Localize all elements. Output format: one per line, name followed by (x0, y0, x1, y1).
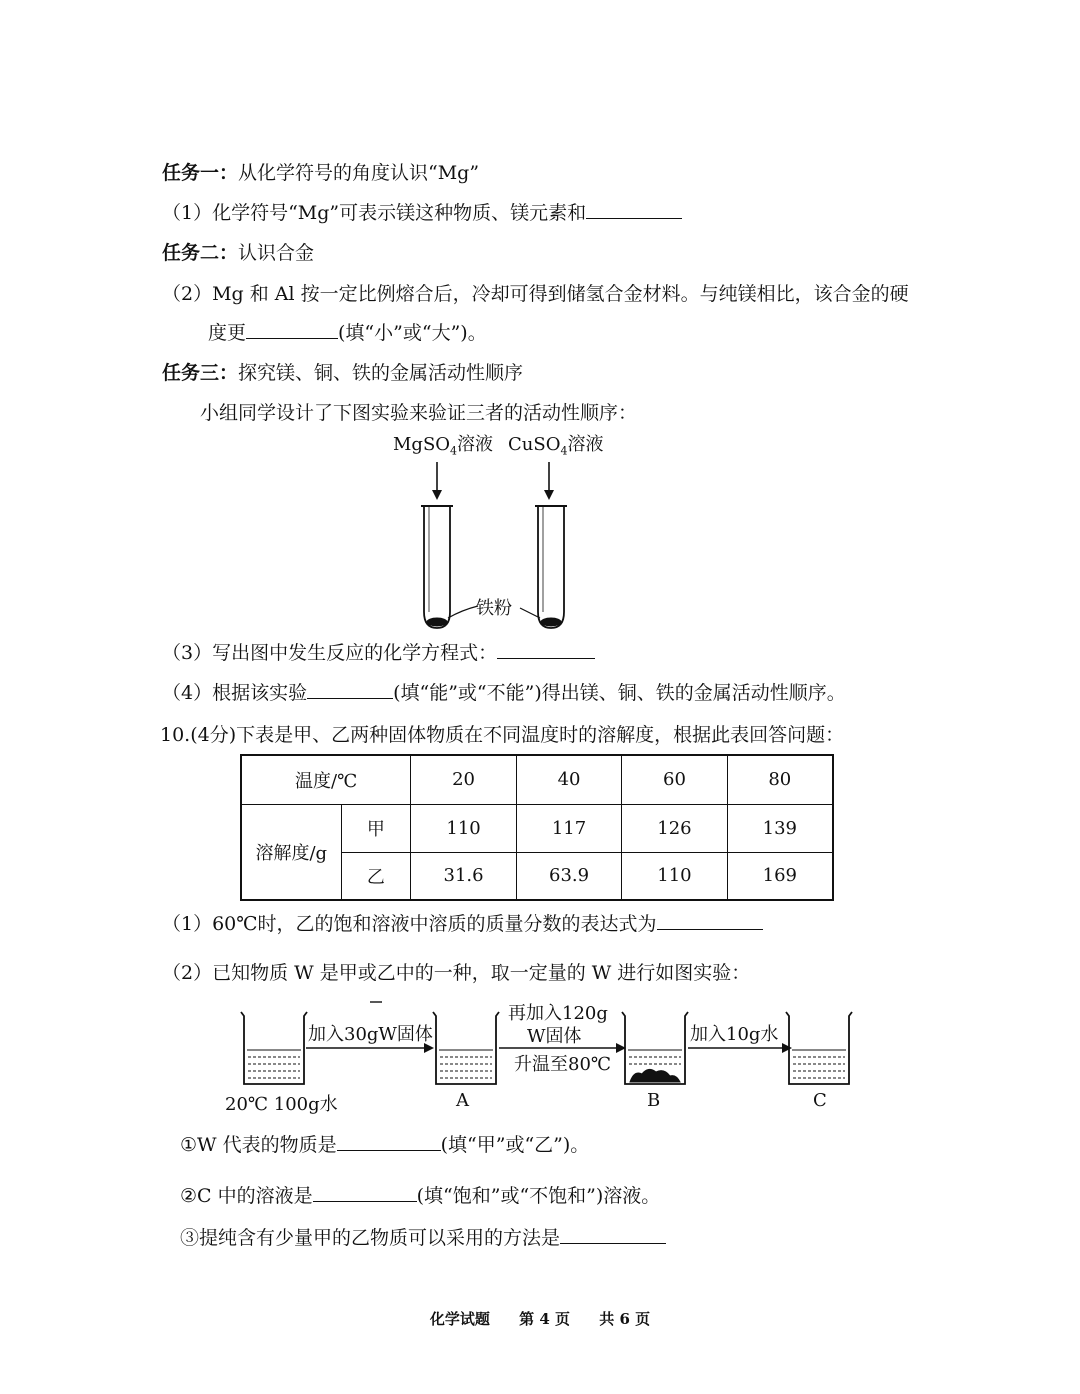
temp-cell: 60 (622, 755, 727, 804)
task2-q2-line1: （2）Mg 和 Al 按一定比例熔合后，冷却可得到储氢合金材料。与纯镁相比，该合金的硬 (162, 283, 909, 305)
task1-title: 从化学符号的角度认识“Mg” (238, 162, 480, 184)
arrow-head-right (544, 490, 554, 500)
step2-label-line3: 升温至80℃ (514, 1054, 612, 1075)
iron-pointer-left (448, 606, 478, 618)
table-cell: 117 (516, 804, 621, 852)
iron-powder-left (427, 618, 447, 626)
page-footer (0, 1308, 1080, 1329)
table-row (241, 755, 833, 804)
task3-q4 (162, 680, 846, 706)
test-tube-left (424, 507, 450, 628)
task2-q2-pre: 度更 (208, 322, 247, 344)
substance-name: 甲 (341, 804, 411, 852)
q10-sub2-pre: ②C 中的溶液是 (180, 1185, 313, 1207)
arrow-head-left (432, 490, 442, 500)
footer-subject: 化学试题 (429, 1310, 490, 1328)
iron-powder-label: 铁粉 (476, 598, 512, 619)
step2-label-line1: 再加入120g (508, 1003, 608, 1024)
task3-q3-text: （3）写出图中发生反应的化学方程式： (162, 642, 498, 664)
beaker-start (241, 1012, 307, 1084)
q10-q1 (162, 911, 763, 937)
q10-q1-text: （1）60℃时，乙的饱和溶液中溶质的质量分数的表达式为 (162, 913, 657, 935)
table-cell: 110 (622, 852, 727, 900)
beaker-c-label: C (813, 1090, 827, 1111)
answer-blank[interactable] (497, 640, 595, 659)
table-cell: 110 (411, 804, 516, 852)
beaker-a-label: A (456, 1090, 469, 1111)
temp-cell: 80 (727, 755, 833, 804)
step2-label-line2: W固体 (527, 1026, 582, 1047)
answer-blank[interactable] (337, 1132, 441, 1151)
task3-intro: 小组同学设计了下图实验来验证三者的活动性顺序： (200, 402, 638, 424)
q10-sub1-post: (填“甲”或“乙”)。 (440, 1134, 590, 1156)
table-cell: 63.9 (516, 852, 621, 900)
footer-total: 共 6 页 (599, 1310, 651, 1328)
task3-heading: 任务三： (162, 362, 239, 384)
table-row (241, 804, 833, 852)
task3-q3 (162, 640, 595, 666)
table-cell: 31.6 (411, 852, 516, 900)
undissolved-solid (630, 1069, 680, 1082)
q10-sub2-post: (填“饱和”或“不饱和”)溶液。 (416, 1185, 661, 1207)
task3-q4-pre: （4）根据该实验 (162, 682, 308, 704)
start-beaker-label: 20℃ 100g水 (225, 1094, 338, 1115)
beaker-c (786, 1012, 852, 1084)
beaker-b-label: B (647, 1090, 661, 1111)
answer-blank[interactable] (313, 1183, 417, 1202)
beaker-b (622, 1012, 688, 1084)
cuso4-label-post: 溶液 (567, 434, 604, 455)
test-tube-right (538, 507, 564, 628)
task3-title: 探究镁、铜、铁的金属活动性顺序 (238, 362, 524, 384)
answer-blank[interactable] (560, 1225, 666, 1244)
task1-q1-text: （1）化学符号“Mg”可表示镁这种物质、镁元素和 (162, 202, 587, 224)
q10-sub2 (180, 1183, 660, 1209)
task2-title: 认识合金 (238, 242, 315, 264)
cuso4-label-sub: 4 (560, 444, 568, 458)
table-cell: 139 (727, 804, 833, 852)
iron-powder-right (541, 618, 561, 626)
q10-sub1 (180, 1132, 589, 1158)
substance-name: 乙 (341, 852, 411, 900)
q10-sub1-pre: ①W 代表的物质是 (180, 1134, 337, 1156)
table-cell: 169 (727, 852, 833, 900)
solubility-table (240, 754, 834, 901)
beaker-a (433, 1012, 499, 1084)
q10-sub3-text: ③提纯含有少量甲的乙物质可以采用的方法是 (180, 1227, 561, 1249)
q10-intro: 10.(4分)下表是甲、乙两种固体物质在不同温度时的溶解度，根据此表回答问题： (160, 724, 845, 746)
mgso4-label-post: 溶液 (457, 434, 494, 455)
step3-label: 加入10g水 (690, 1024, 779, 1045)
step1-label: 加入30gW固体 (308, 1024, 433, 1045)
iron-pointer-right (520, 608, 540, 618)
mgso4-label-pre: MgSO (393, 434, 451, 455)
cuso4-label-pre: CuSO (508, 434, 561, 455)
q10-sub3 (180, 1225, 666, 1251)
table-cell: 126 (622, 804, 727, 852)
answer-blank[interactable] (657, 911, 763, 930)
task3-q4-post: (填“能”或“不能”)得出镁、铜、铁的金属活动性顺序。 (393, 682, 846, 704)
task2-q2-post: (填“小”或“大”)。 (338, 322, 487, 344)
arrow-step3-head (782, 1043, 792, 1053)
q10-q2: （2）已知物质 W 是甲或乙中的一种，取一定量的 W 进行如图实验： (162, 962, 751, 984)
mgso4-label-sub: 4 (450, 444, 458, 458)
footer-page: 第 4 页 (519, 1310, 570, 1328)
task1-heading: 任务一： (162, 162, 239, 184)
temp-cell: 20 (411, 755, 516, 804)
answer-blank[interactable] (307, 680, 393, 699)
temp-header: 温度/℃ (241, 755, 411, 804)
solubility-label: 溶解度/g (241, 804, 341, 900)
task2-heading: 任务二： (162, 242, 239, 264)
temp-cell: 40 (516, 755, 621, 804)
test-tube-figure (421, 462, 567, 628)
